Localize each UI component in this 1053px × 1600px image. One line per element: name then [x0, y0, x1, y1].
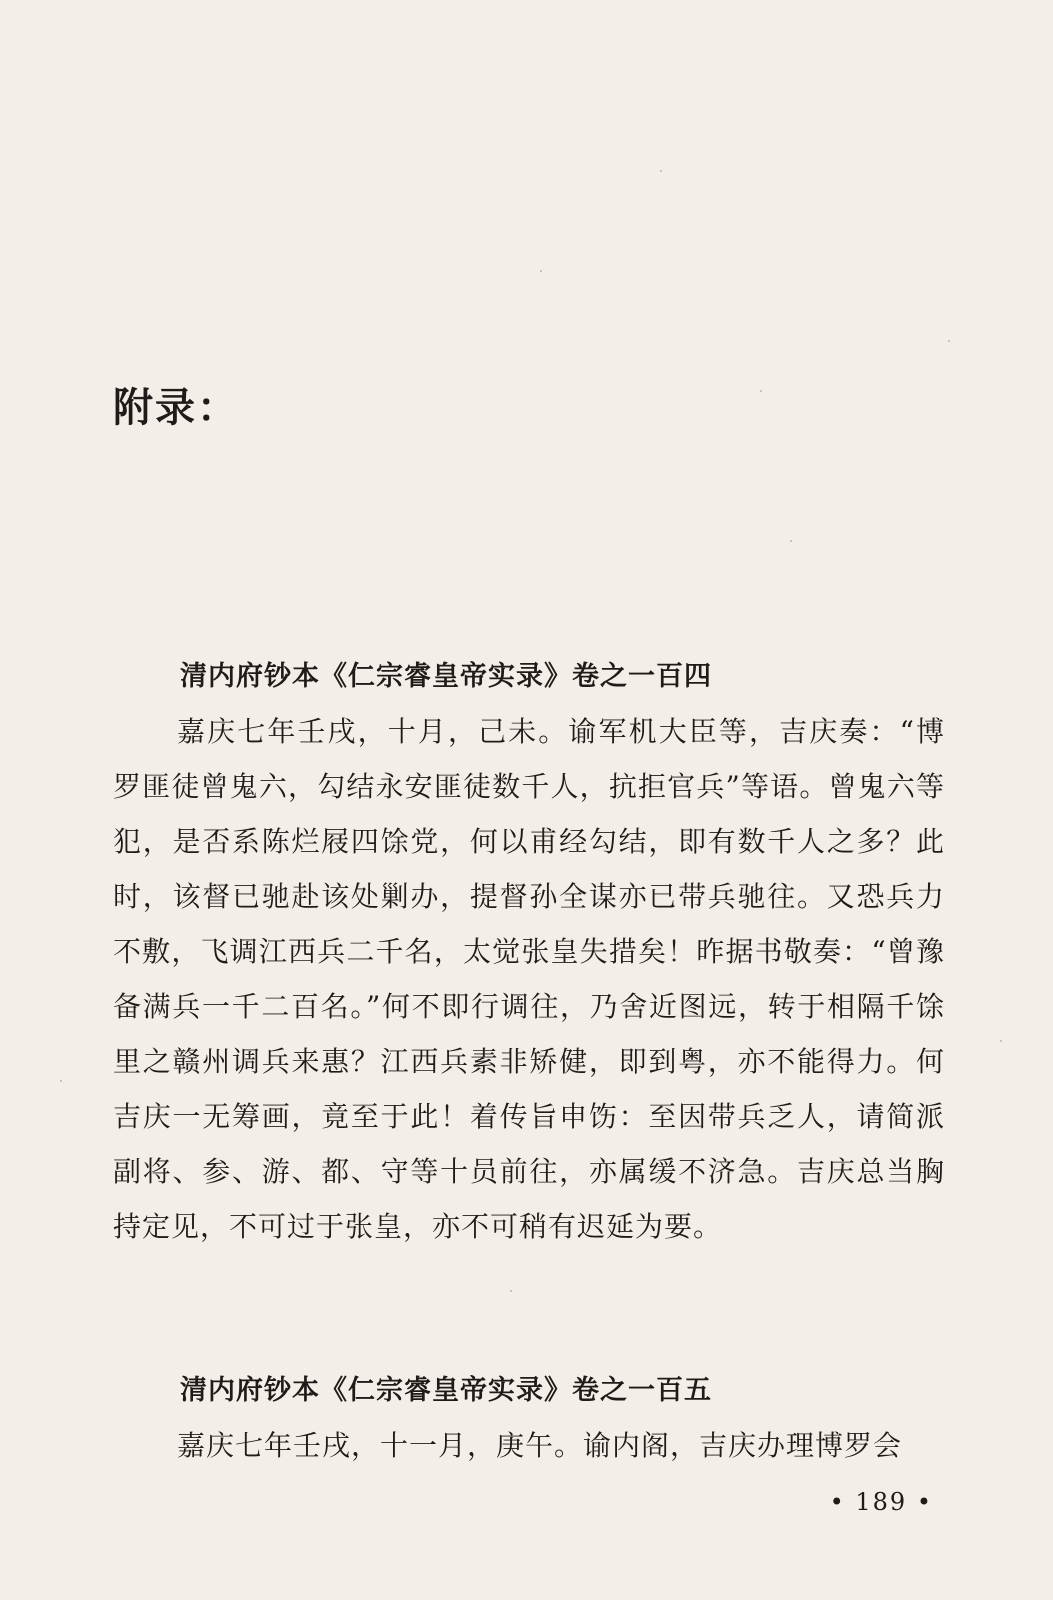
section-body: 嘉庆七年壬戌，十一月，庚午。谕内阁，吉庆办理博罗会	[177, 1429, 903, 1462]
paper-speck	[1000, 1040, 1002, 1042]
section-volume-105	[113, 1374, 945, 1473]
paper-speck	[760, 390, 762, 392]
paper-speck	[660, 170, 662, 172]
paper-speck	[510, 1290, 512, 1292]
paper-speck	[540, 270, 542, 272]
appendix-title: 附录：	[113, 385, 239, 431]
paper-speck	[948, 340, 950, 342]
section-body: 嘉庆七年壬戌，十月，己未。谕军机大臣等，吉庆奏：“博罗匪徒曾鬼六，勾结永安匪徒数千人，抗拒官兵”等语。曾鬼六等犯，是否系陈烂屐四馀党，何以甫经勾结，即有数千人之多？此时，该督已驰赴该处剿办，提督孙全谋亦已带兵驰往。又恐兵力不敷，飞调江西兵二千名，太觉张皇失措矣！昨据书敬奏：“曾豫备满兵一千二百名。”何不即行调往，乃舍近图远，转于相隔千馀里之赣州调兵来惠？江西兵素非矫健，即到粤，亦不能得力。何吉庆一无筹画，竟至于此！着传旨申饬：至因带兵乏人，请简派副将、参、游、都、守等十员前往，亦属缓不济急。吉庆总当胸持定见，不可过于张皇，亦不可稍有迟延为要。	[113, 715, 945, 1243]
section-heading: 清内府钞本《仁宗睿皇帝实录》卷之一百五	[180, 1375, 712, 1406]
section-heading: 清内府钞本《仁宗睿皇帝实录》卷之一百四	[180, 661, 712, 692]
page-number: • 189 •	[829, 1488, 933, 1516]
paper-speck	[60, 1080, 62, 1082]
section-volume-104	[113, 660, 945, 1254]
paper-speck	[790, 540, 792, 542]
